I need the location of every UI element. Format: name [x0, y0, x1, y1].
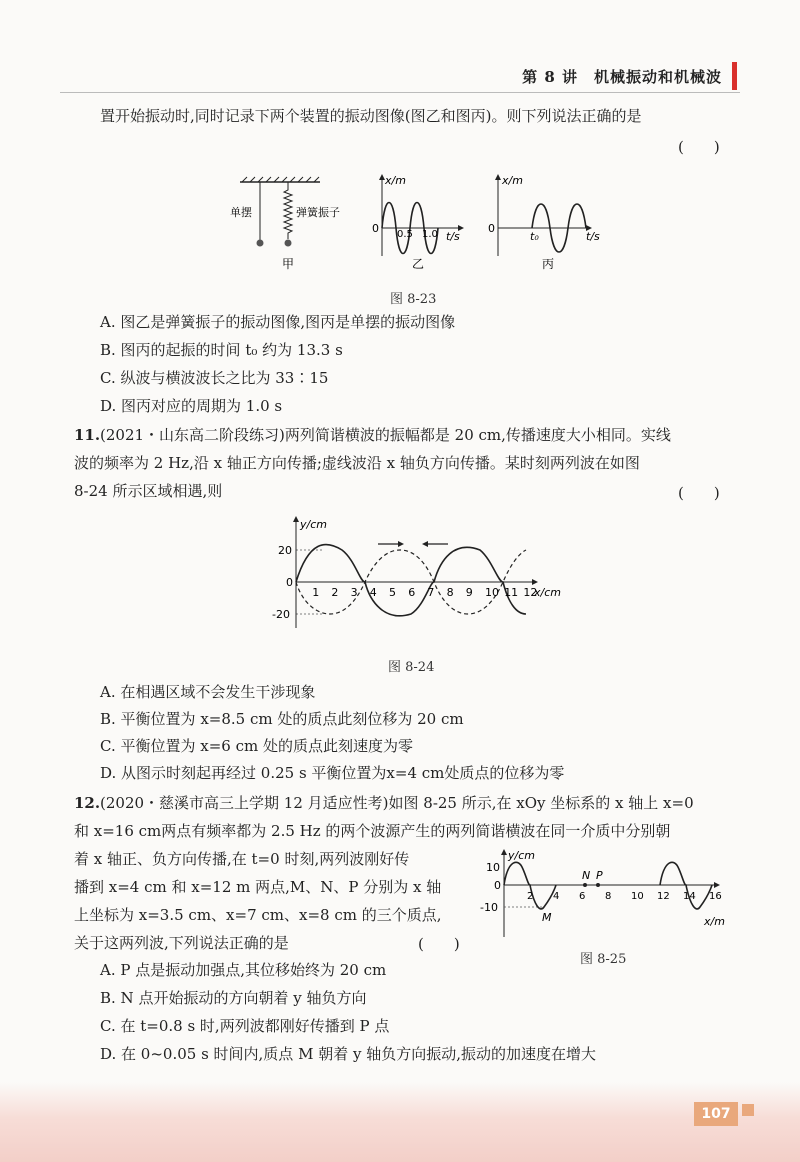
y-tick-minus10: -10 — [480, 901, 498, 914]
graph-yi — [372, 174, 464, 256]
q10-option-b: B. 图丙的起振的时间 t₀ 约为 13.3 s — [100, 341, 343, 359]
q11-option-b: B. 平衡位置为 x=8.5 cm 处的质点此刻位移为 20 cm — [100, 710, 464, 728]
q12-stem-line1: (2020・慈溪市高三上学期 12 月适应性考)如图 8-25 所示,在 xOy 坐标系的 x 轴上 x=0 — [100, 794, 694, 812]
figure-8-23-caption: 图 8-23 — [390, 292, 437, 307]
simple-pendulum — [257, 182, 264, 247]
y-axis-label: y/cm — [508, 849, 535, 862]
spring-oscillator — [284, 182, 292, 247]
q12-stem-line5: 上坐标为 x=3.5 cm、x=7 cm、x=8 cm 的三个质点, — [74, 906, 442, 924]
x-tick-6: 6 — [579, 891, 586, 902]
x-tick-11: 11 — [504, 586, 519, 599]
q11-option-c: C. 平衡位置为 x=6 cm 处的质点此刻速度为零 — [100, 737, 413, 755]
q12-stem-line2: 和 x=16 cm两点有频率都为 2.5 Hz 的两个波源产生的两列简谐横波在同一介质中分别朝 — [74, 822, 671, 840]
yi-tick-0.5: 0.5 — [397, 229, 413, 240]
pendulum-label: 单摆 — [230, 206, 252, 219]
q12-stem-line3: 着 x 轴正、负方向传播,在 t=0 时刻,两列波刚好传 — [74, 850, 410, 868]
header-accent-bar — [732, 62, 737, 90]
chapter-header: 第 8 讲 机械振动和机械波 — [522, 68, 722, 86]
figure-8-24-caption: 图 8-24 — [388, 660, 435, 675]
intro-answer-paren: ( ) — [678, 138, 720, 156]
x-tick-labels — [527, 891, 722, 902]
label-M: M — [542, 911, 552, 924]
x-tick-12: 12 — [657, 891, 670, 902]
page-number-decor — [742, 1104, 754, 1116]
point-N — [583, 883, 587, 887]
q12-stem-line6: 关于这两列波,下列说法正确的是 — [74, 934, 289, 952]
yi-tick-1.0: 1.0 — [422, 229, 438, 240]
x-tick-6: 6 — [408, 586, 416, 599]
y-axis-arrow — [501, 849, 507, 855]
label-bing: 丙 — [542, 257, 555, 271]
q10-option-d: D. 图丙对应的周期为 1.0 s — [100, 397, 283, 415]
yi-origin: 0 — [372, 222, 379, 235]
q11-answer-paren: ( ) — [678, 484, 720, 502]
q12-option-b: B. N 点开始振动的方向朝着 y 轴负方向 — [100, 989, 367, 1007]
q12-answer-paren: ( ) — [418, 935, 460, 953]
q12-number: 12. — [74, 794, 101, 812]
x-tick-10: 10 — [485, 586, 499, 599]
header-divider — [60, 92, 740, 93]
yi-xlabel: t/s — [446, 230, 460, 243]
q11-option-d: D. 从图示时刻起再经过 0.25 s 平衡位置为x=4 cm处质点的位移为零 — [100, 764, 565, 782]
q12-option-c: C. 在 t=0.8 s 时,两列波都刚好传播到 P 点 — [100, 1017, 390, 1035]
x-tick-2: 2 — [331, 586, 339, 599]
y-tick-minus20: -20 — [272, 608, 290, 621]
label-P: P — [596, 869, 603, 882]
origin-label: 0 — [494, 879, 501, 892]
x-tick-4: 4 — [369, 586, 377, 599]
figure-8-25-caption: 图 8-25 — [580, 952, 627, 967]
x-tick-10: 10 — [631, 891, 644, 902]
figure-8-24 — [270, 510, 570, 638]
x-tick-9: 9 — [465, 586, 473, 599]
figure-8-23 — [230, 168, 630, 283]
q11-stem-line1: (2021・山东高二阶段练习)两列简谐横波的振幅都是 20 cm,传播速度大小相同。实线 — [100, 426, 671, 444]
intro-line: 置开始振动时,同时记录下两个装置的振动图像(图乙和图丙)。则下列说法正确的是 — [100, 107, 642, 125]
bing-xlabel: t/s — [586, 230, 600, 243]
q11-number: 11. — [74, 426, 101, 444]
q12-option-d: D. 在 0~0.05 s 时间内,质点 M 朝着 y 轴负方向振动,振动的加速度在增大 — [100, 1045, 596, 1063]
leftward-arrow-head — [422, 541, 428, 547]
y-tick-10: 10 — [486, 861, 500, 874]
x-axis-arrow — [532, 579, 538, 585]
origin-label: 0 — [286, 576, 293, 589]
x-tick-16: 16 — [709, 891, 722, 902]
x-tick-8: 8 — [605, 891, 612, 902]
label-jia: 甲 — [282, 257, 295, 271]
x-tick-3: 3 — [350, 586, 358, 599]
solid-wave — [296, 545, 526, 616]
x-tick-5: 5 — [389, 586, 396, 599]
x-tick-4: 4 — [553, 891, 560, 902]
x-tick-14: 14 — [683, 891, 696, 902]
spring-label: 弹簧振子 — [296, 206, 340, 219]
bing-origin: 0 — [488, 222, 495, 235]
page-number: 107 — [694, 1102, 738, 1126]
rightward-arrow-head — [398, 541, 404, 547]
y-tick-20: 20 — [278, 544, 292, 557]
x-tick-7: 7 — [427, 586, 435, 599]
x-axis-arrow — [714, 882, 720, 888]
q10-option-a: A. 图乙是弹簧振子的振动图像,图丙是单摆的振动图像 — [100, 313, 456, 331]
q12-stem-line4: 播到 x=4 cm 和 x=12 m 两点,M、N、P 分别为 x 轴 — [74, 878, 442, 896]
q11-stem-line3: 8-24 所示区域相遇,则 — [74, 482, 223, 500]
figure-8-25 — [478, 845, 728, 940]
ceiling — [240, 177, 320, 182]
label-N: N — [582, 869, 591, 882]
y-axis-label: y/cm — [300, 518, 327, 531]
q11-option-a: A. 在相遇区域不会发生干涉现象 — [100, 683, 316, 701]
bing-t0: t₀ — [530, 230, 539, 243]
q11-stem-line2: 波的频率为 2 Hz,沿 x 轴正方向传播;虚线波沿 x 轴负方向传播。某时刻两列波在如图 — [74, 454, 640, 472]
x-tick-1: 1 — [312, 586, 320, 599]
graph-bing — [488, 174, 600, 256]
label-yi: 乙 — [412, 257, 425, 271]
q10-option-c: C. 纵波与横波波长之比为 33∶15 — [100, 369, 329, 387]
x-axis-label: x/cm — [534, 586, 561, 599]
x-axis-label: x/m — [704, 915, 725, 928]
point-P — [596, 883, 600, 887]
bing-ylabel: x/m — [502, 174, 523, 187]
x-tick-2: 2 — [527, 891, 534, 902]
y-axis-arrow — [293, 516, 299, 522]
x-tick-12: 12 — [523, 586, 538, 599]
yi-ylabel: x/m — [385, 174, 406, 187]
page-footer-band — [0, 1082, 800, 1162]
q12-option-a: A. P 点是振动加强点,其位移始终为 20 cm — [100, 961, 387, 979]
x-tick-8: 8 — [446, 586, 454, 599]
